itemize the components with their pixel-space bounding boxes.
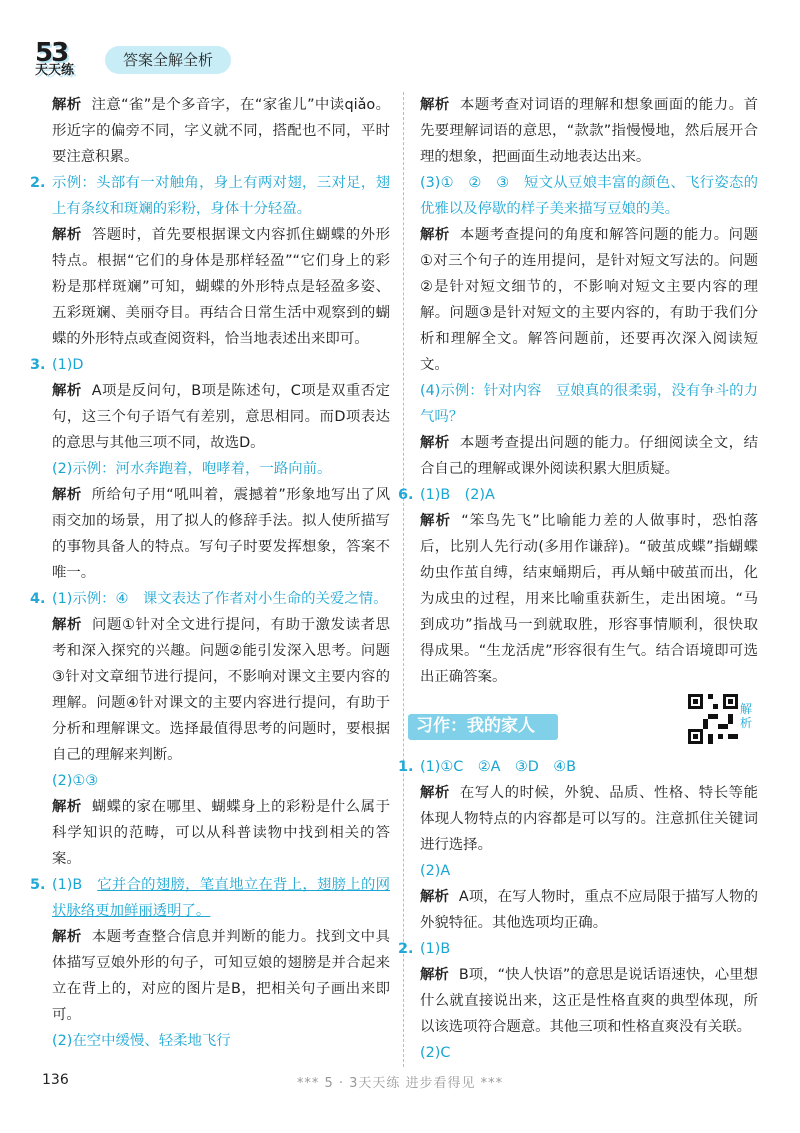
footer-slogan: *** 5 · 3天天练 进步看得见 *** [296, 1076, 504, 1091]
question-4: 4. (1)示例：④ 课文表达了作者对小生命的关爱之情。 解析 问题①针对全文进行提问，有助于激发读者思考和深入探究的兴趣。问题②能引发深入思考。问题③针对文章细节进行提问，不影响对课文主要内容的理解。问题④针对课文的主要内容进行提问，有助于分析和理解课文。选择最值得思考的问题时，要根据自己的理解来判断。 (2)①③ 解析 蝴蝶的家在哪里、蝴蝶身上的彩粉是什么属于科学知识的范畴，可以从科普读物中找到相关的答案。 [52, 586, 390, 872]
brand-logo: 53 天天练 [35, 38, 75, 78]
analysis-paragraph: 解析 问题①针对全文进行提问，有助于激发读者思考和深入探究的兴趣。问题②能引发深入思考。问题③针对文章细节进行提问，不影响对课文主要内容的理解。问题④针对课文的主要内容进行提问，有助于分析和理解课文。选择最值得思考的问题时，要根据自己的理解来判断。 [52, 617, 390, 763]
analysis-paragraph: 解析 本题考查整合信息并判断的能力。找到文中具体描写豆娘外形的句子，可知豆娘的翅膀是并合起来立在背上的，对应的图片是B，把相关句子画出来即可。 [52, 929, 390, 1023]
analysis-paragraph: 解析 B项，“快人快语”的意思是说话语速快，心里想什么就直接说出来，这正是性格直爽的典型体现，所以该选项符合题意。其他三项和性格直爽没有关联。 [420, 967, 758, 1035]
column-divider [403, 92, 404, 1067]
answer-text: (1)B [420, 941, 451, 957]
analysis-paragraph: 解析 在写人的时候，外貌、品质、性格、特长等能体现人物特点的内容都是可以写的。注意抓住关键词进行选择。 [420, 785, 758, 853]
page-footer [0, 1072, 800, 1092]
answer-text: (2)在空中缓慢、轻柔地飞行 [52, 1033, 231, 1049]
right-column [398, 92, 758, 1066]
answer-text: (2)①③ [52, 773, 99, 789]
analysis-paragraph: 解析 本题考查提问的角度和解答问题的能力。问题①对三个句子的连用提问，是针对短文写法的。问题②是针对短文细节的，不影响对短文主要内容的理解。问题③是针对短文的主要内容的，有助于我们分析和理解全文。解答问题前，还要再次深入阅读短文。 [420, 227, 758, 373]
question-6: 6. (1)B (2)A 解析 “笨鸟先飞”比喻能力差的人做事时，恐怕落后，比别人先行动(多用作谦辞)。“破茧成蝶”指蝴蝶幼虫作茧自缚，结束蛹期后，再从蛹中破茧而出，化为成虫的过程，用来比喻重获新生，走出困境。“马到成功”指战马一到就取胜，形容事情顺利，很快取得成果。“生龙活虎”形容很有生气。结合语境即可选出正确答案。 [420, 482, 758, 690]
answer-text: (1)示例：④ 课文表达了作者对小生命的关爱之情。 [52, 591, 388, 607]
answer-text: (1)B 它并合的翅膀，笔直地立在背上，翅膀上的网状脉络更加鲜丽透明了。 [52, 877, 390, 919]
question-2: 2. 示例：头部有一对触角，身上有两对翅，三对足，翅上有条纹和斑斓的彩粉，身体十分轻盈。 解析 答题时，首先要根据课文内容抓住蝴蝶的外形特点。根据“它们的身体是那样轻盈”“它们身上的彩粉是那样斑斓”可知，蝴蝶的外形特点是轻盈多姿、五彩斑斓、美丽夺目。再结合日常生活中观察到的蝴蝶的外形特点或查阅资料，恰当地表述出来即可。 [52, 170, 390, 352]
analysis-paragraph: 解析 蝴蝶的家在哪里、蝴蝶身上的彩粉是什么属于科学知识的范畴，可以从科普读物中找到相关的答案。 [52, 799, 390, 867]
section-title: 习作：我的家人 [416, 716, 535, 736]
question-3: 3. (1)D 解析 A项是反问句，B项是陈述句，C项是双重否定句，这三个句子语气有差别，意思相同。而D项表达的意思与其他三项不同，故选D。 (2)示例：河水奔跑着，咆哮着，一路向前。 解析 所给句子用“吼叫着，震撼着”形象地写出了风雨交加的场景，用了拟人的修辞手法。拟人使所描写的事物具备人的特点。写句子时要发挥想象，答案不唯一。 [52, 352, 390, 586]
answer-text: (4)示例：针对内容 豆娘真的很柔弱，没有争斗的力气吗？ [420, 383, 758, 425]
analysis-paragraph: 解析 注意“雀”是个多音字，在“家雀儿”中读qiǎo。形近字的偏旁不同，字义就不同，搭配也不同，平时要注意积累。 [52, 97, 390, 165]
analysis-paragraph: 解析 答题时，首先要根据课文内容抓住蝴蝶的外形特点。根据“它们的身体是那样轻盈”“它们身上的彩粉是那样斑斓”可知，蝴蝶的外形特点是轻盈多姿、五彩斑斓、美丽夺目。再结合日常生活中观察到的蝴蝶的外形特点或查阅资料，恰当地表述出来即可。 [52, 227, 390, 347]
header-badge: 答案全解全析 [105, 46, 231, 74]
analysis-paragraph: 解析 A项，在写人物时，重点不应局限于描写人物的外貌特征。其他选项均正确。 [420, 889, 758, 931]
writing-question-1: 1. (1)①C ②A ③D ④B 解析 在写人的时候，外貌、品质、性格、特长等能体现人物特点的内容都是可以写的。注意抓住关键词进行选择。 (2)A 解析 A项，在写人物时，重点不应局限于描写人物的外貌特征。其他选项均正确。 [420, 754, 758, 936]
answer-text: (1)B (2)A [420, 487, 495, 503]
analysis-paragraph: 解析 所给句子用“吼叫着，震撼着”形象地写出了风雨交加的场景，用了拟人的修辞手法。拟人使所描写的事物具备人的特点。写句子时要发挥想象，答案不唯一。 [52, 487, 390, 581]
analysis-paragraph: 解析 “笨鸟先飞”比喻能力差的人做事时，恐怕落后，比别人先行动(多用作谦辞)。“破茧成蝶”指蝴蝶幼虫作茧自缚，结束蛹期后，再从蛹中破茧而出，化为成虫的过程，用来比喻重获新生，走出困境。“马到成功”指战马一到就取胜，形容事情顺利，很快取得成果。“生龙活虎”形容很有生气。结合语境即可选出正确答案。 [420, 513, 758, 685]
analysis-paragraph: 解析 本题考查对词语的理解和想象画面的能力。首先要理解词语的意思，“款款”指慢慢地，然后展开合理的想象，把画面生动地表达出来。 [420, 97, 758, 165]
left-column [30, 92, 390, 1054]
analysis-paragraph: 解析 本题考查提出问题的能力。仔细阅读全文，结合自己的理解或课外阅读积累大胆质疑。 [420, 435, 758, 477]
answer-text: (2)C [420, 1045, 451, 1061]
qr-code-label: 解析 [740, 702, 753, 730]
qr-code-icon[interactable] [688, 694, 738, 744]
section-heading [416, 702, 758, 750]
answer-text: (1)D [52, 357, 84, 373]
page-header [35, 40, 335, 90]
writing-question-2: 2. (1)B 解析 B项，“快人快语”的意思是说话语速快，心里想什么就直接说出来，这正是性格直爽的典型体现，所以该选项符合题意。其他三项和性格直爽没有关联。 (2)C [420, 936, 758, 1066]
answer-text: (1)①C ②A ③D ④B [420, 759, 577, 775]
answer-text: (2)示例：河水奔跑着，咆哮着，一路向前。 [52, 461, 332, 477]
analysis-paragraph: 解析 A项是反问句，B项是陈述句，C项是双重否定句，这三个句子语气有差别，意思相同。而D项表达的意思与其他三项不同，故选D。 [52, 383, 390, 451]
page-number: 136 [42, 1072, 69, 1088]
answer-text: (3)① ② ③ 短文从豆娘丰富的颜色、飞行姿态的优雅以及停歇的样子美来描写豆娘的美。 [420, 175, 758, 217]
question-5: 5. (1)B 它并合的翅膀，笔直地立在背上，翅膀上的网状脉络更加鲜丽透明了。 解析 本题考查整合信息并判断的能力。找到文中具体描写豆娘外形的句子，可知豆娘的翅膀是并合起来立在背上的，对应的图片是B，把相关句子画出来即可。 (2)在空中缓慢、轻柔地飞行 [52, 872, 390, 1054]
answer-text: 示例：头部有一对触角，身上有两对翅，三对足，翅上有条纹和斑斓的彩粉，身体十分轻盈。 [52, 175, 390, 217]
answer-text: (2)A [420, 863, 451, 879]
